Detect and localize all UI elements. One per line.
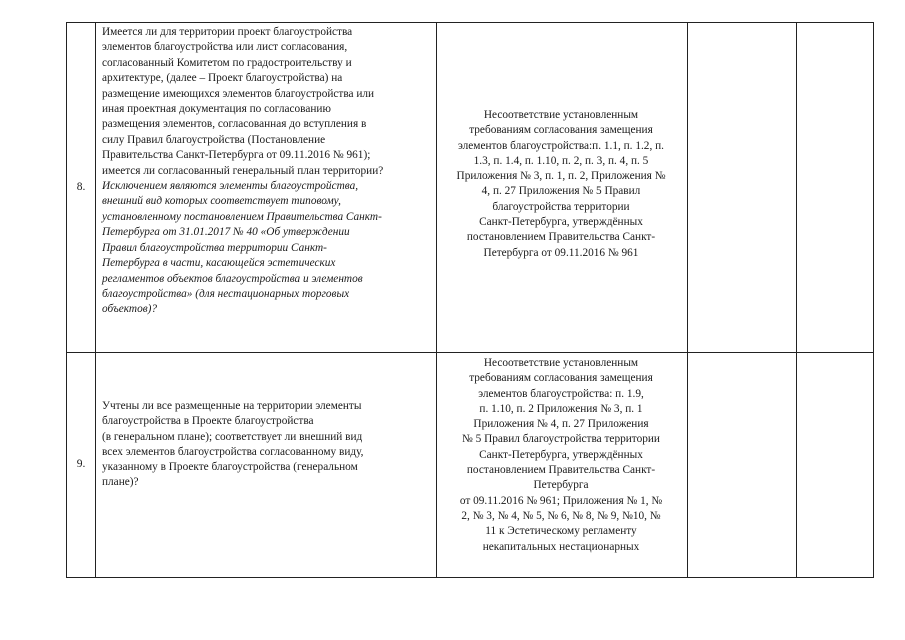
text-line: 4, п. 27 Приложения № 5 Правил (481, 185, 641, 198)
text-line: постановлением Правительства Санкт- (466, 231, 656, 244)
question-italic-line: Петербурга в части, касающейся эстетических (102, 257, 336, 270)
text-line: элементов благоустройства: п. 1.9, (478, 387, 644, 400)
text-line: некапитальных нестационарных (482, 540, 640, 553)
requirement-text (436, 356, 686, 555)
text-line: Петербурга от 09.11.2016 № 961 (483, 246, 639, 259)
table-rule-top (66, 22, 874, 23)
column-divider-number (95, 22, 96, 578)
question-italic-line: благоустройства» (для нестационарных торговых (102, 287, 350, 300)
question-italic-line: внешний вид которых соответствует типовому, (102, 195, 341, 208)
text-line: требованиям согласования замещения (469, 372, 653, 385)
question-text (102, 399, 436, 491)
text-line: Имеется ли для территории проект благоустройства (102, 26, 353, 38)
text-line: размещения элементов, согласованная до вступления в (102, 118, 367, 131)
question-italic-line: Правил благоустройства территории Санкт- (102, 241, 327, 254)
text-line: Приложения № 4, п. 27 Приложения (473, 418, 649, 431)
question-italic-line: объектов)? (102, 303, 158, 316)
text-line: 11 к Эстетическому регламенту (485, 525, 637, 538)
text-line: Санкт-Петербурга, утверждённых (479, 216, 643, 229)
text-line: постановлением Правительства Санкт- (466, 464, 656, 477)
text-line: (в генеральном плане); соответствует ли внешний вид (102, 430, 363, 443)
text-line: Правительства Санкт-Петербурга от 09.11.2016 № 961); (102, 149, 371, 162)
text-line: № 5 Правил благоустройства территории (462, 433, 660, 446)
row-number: 8. (76, 181, 86, 193)
table-rule-row-divider (66, 352, 874, 353)
question-text (102, 25, 436, 318)
text-line: плане)? (102, 476, 139, 489)
table-border-left (66, 22, 67, 578)
question-italic-line: установленному постановлением Правительства Санкт- (102, 210, 382, 223)
text-line: всех элементов благоустройства согласованному виду, (102, 445, 364, 458)
text-line: иная проектная документация по согласованию (102, 103, 331, 116)
question-italic-line: регламентов объектов благоустройства и элементов (102, 272, 363, 285)
text-line: п. 1.10, п. 2 Приложения № 3, п. 1 (479, 402, 643, 415)
requirement-text (436, 108, 686, 261)
question-italic-line: Исключением являются элементы благоустройства, (102, 180, 359, 193)
table-border-right (873, 22, 874, 578)
text-line: архитектуре, (далее – Проект благоустройства) на (102, 72, 343, 85)
text-line: указанному в Проекте благоустройства (генеральном (102, 461, 358, 474)
text-line: размещение имеющихся элементов благоустройства или (102, 87, 375, 100)
text-line: элементов благоустройства:п. 1.1, п. 1.2, п. (458, 139, 664, 152)
text-line: Несоответствие установленным (483, 109, 639, 121)
column-divider-extra (796, 22, 797, 578)
text-line: согласованный Комитетом по градостроительству и (102, 56, 352, 69)
text-line: силу Правил благоустройства (Постановление (102, 133, 326, 146)
text-line: Приложения № 3, п. 1, п. 2, Приложения № (456, 170, 666, 183)
text-line: элементов благоустройства или лист согласования, (102, 41, 348, 54)
text-line: Несоответствие установленным (483, 357, 639, 369)
text-line: Учтены ли все размещенные на территории элементы (102, 400, 362, 412)
text-line: благоустройства территории (492, 200, 630, 213)
row-number: 9. (76, 458, 86, 470)
column-divider-requirement (687, 22, 688, 578)
table-rule-bottom (66, 577, 874, 578)
question-italic-line: Петербурга от 31.01.2017 № 40 «Об утверждении (102, 226, 350, 239)
text-line: 1.3, п. 1.4, п. 1.10, п. 2, п. 3, п. 4, п. 5 (473, 154, 649, 167)
text-line: от 09.11.2016 № 961; Приложения № 1, № (459, 494, 663, 507)
text-line: Петербурга (533, 479, 589, 492)
text-line: требованиям согласования замещения (469, 124, 653, 137)
text-line: Санкт-Петербурга, утверждённых (479, 448, 643, 461)
text-line: имеется ли согласованный генеральный план территории? (102, 164, 384, 177)
text-line: 2, № 3, № 4, № 5, № 6, № 8, № 9, №10, № (461, 509, 661, 522)
text-line: благоустройства в Проекте благоустройства (102, 415, 314, 428)
